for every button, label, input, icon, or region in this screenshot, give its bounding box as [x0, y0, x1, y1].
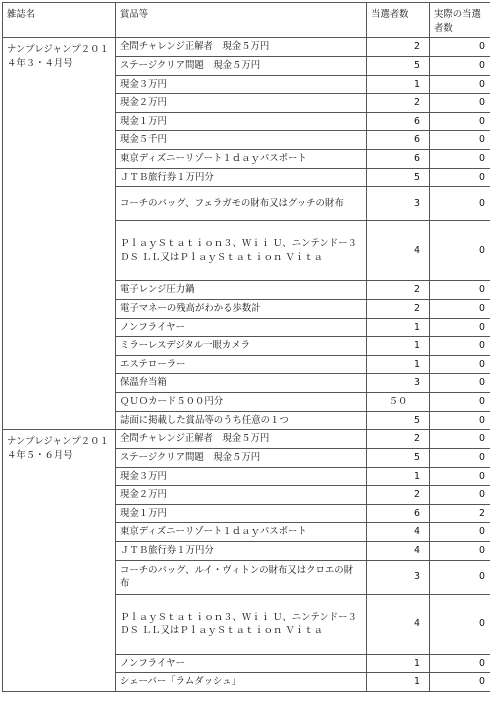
prize-cell: 全問チャレンジ正解者 現金５万円	[116, 38, 367, 57]
table-row	[3, 38, 490, 57]
actual-winners-cell: 0	[430, 560, 490, 594]
winners-cell: 1	[367, 673, 430, 692]
winners-cell: 2	[367, 94, 430, 113]
actual-winners-cell: 0	[430, 393, 490, 412]
prize-cell: ＰｌａｙＳｔａｔｉｏｎ３、Ｗｉｉ Ｕ、ニンテンドー３ＤＳ ＬＬ又はＰｌａｙＳｔａｔｉｏｎ Ｖｉｔａ	[116, 221, 367, 281]
winners-cell: 2	[367, 430, 430, 449]
winners-cell: 2	[367, 38, 430, 57]
winners-cell: 1	[367, 75, 430, 94]
actual-winners-cell: 0	[430, 448, 490, 467]
actual-winners-cell: 0	[430, 594, 490, 654]
prize-cell: 現金１万円	[116, 504, 367, 523]
winners-cell: 2	[367, 299, 430, 318]
actual-winners-cell: 0	[430, 486, 490, 505]
header-magazine: 雑誌名	[3, 3, 116, 38]
winners-cell: 1	[367, 467, 430, 486]
prize-cell: 誌面に掲載した賞品等のうち任意の１つ	[116, 411, 367, 430]
actual-winners-cell: 0	[430, 94, 490, 113]
table-row	[3, 430, 490, 449]
winners-cell: 4	[367, 594, 430, 654]
winners-cell: 3	[367, 187, 430, 221]
prize-cell: コーチのバッグ、ルイ・ヴィトンの財布又はクロエの財布	[116, 560, 367, 594]
prize-cell: 電子マネーの残高がわかる歩数計	[116, 299, 367, 318]
actual-winners-cell: 0	[430, 467, 490, 486]
winners-cell: 5	[367, 411, 430, 430]
winners-cell: 1	[367, 355, 430, 374]
prize-cell: ノンフライヤー	[116, 318, 367, 337]
prize-cell: ステージクリア問題 現金５万円	[116, 448, 367, 467]
actual-winners-cell: 0	[430, 150, 490, 169]
prize-cell: コーチのバッグ、フェラガモの財布又はグッチの財布	[116, 187, 367, 221]
prize-cell: ノンフライヤー	[116, 654, 367, 673]
table-body	[3, 38, 490, 692]
winners-cell: 4	[367, 221, 430, 281]
winners-cell: 5	[367, 448, 430, 467]
prize-cell: エステローラー	[116, 355, 367, 374]
prize-cell: 東京ディズニーリゾート１ｄａｙパスポート	[116, 150, 367, 169]
winners-cell: 6	[367, 504, 430, 523]
actual-winners-cell: 0	[430, 654, 490, 673]
actual-winners-cell: 0	[430, 318, 490, 337]
winners-cell: 5	[367, 56, 430, 75]
header-winners: 当選者数	[367, 3, 430, 38]
winners-cell: 6	[367, 150, 430, 169]
prize-cell: 現金５千円	[116, 131, 367, 150]
header-actual: 実際の当選者数	[430, 3, 490, 38]
winners-cell: 1	[367, 337, 430, 356]
prize-cell: 現金１万円	[116, 112, 367, 131]
winners-cell: 4	[367, 542, 430, 561]
prize-cell: 現金３万円	[116, 75, 367, 94]
prize-cell: 全問チャレンジ正解者 現金５万円	[116, 430, 367, 449]
prize-cell: 現金３万円	[116, 467, 367, 486]
winners-cell: ５０	[367, 393, 430, 412]
prize-cell: 現金２万円	[116, 94, 367, 113]
actual-winners-cell: 0	[430, 75, 490, 94]
actual-winners-cell: 0	[430, 281, 490, 300]
actual-winners-cell: 0	[430, 430, 490, 449]
winners-cell: 6	[367, 112, 430, 131]
actual-winners-cell: 0	[430, 355, 490, 374]
winners-cell: 3	[367, 374, 430, 393]
actual-winners-cell: 0	[430, 542, 490, 561]
actual-winners-cell: 0	[430, 523, 490, 542]
actual-winners-cell: 2	[430, 504, 490, 523]
actual-winners-cell: 0	[430, 56, 490, 75]
winners-cell: 5	[367, 168, 430, 187]
winners-cell: 2	[367, 486, 430, 505]
prize-cell: 東京ディズニーリゾート１ｄａｙパスポート	[116, 523, 367, 542]
actual-winners-cell: 0	[430, 187, 490, 221]
actual-winners-cell: 0	[430, 374, 490, 393]
actual-winners-cell: 0	[430, 673, 490, 692]
actual-winners-cell: 0	[430, 168, 490, 187]
actual-winners-cell: 0	[430, 131, 490, 150]
magazine-name: ナンプレジャンプ２０１４年３・４月号	[3, 38, 116, 430]
actual-winners-cell: 0	[430, 411, 490, 430]
prize-table	[2, 2, 490, 692]
actual-winners-cell: 0	[430, 337, 490, 356]
prize-cell: 保温弁当箱	[116, 374, 367, 393]
prize-cell: シェーバー「ラムダッシュ」	[116, 673, 367, 692]
prize-cell: ステージクリア問題 現金５万円	[116, 56, 367, 75]
winners-cell: 3	[367, 560, 430, 594]
header-row	[3, 3, 490, 38]
prize-cell: ミラーレスデジタル一眼カメラ	[116, 337, 367, 356]
actual-winners-cell: 0	[430, 112, 490, 131]
prize-cell: 電子レンジ圧力鍋	[116, 281, 367, 300]
actual-winners-cell: 0	[430, 299, 490, 318]
winners-cell: 1	[367, 318, 430, 337]
winners-cell: 1	[367, 654, 430, 673]
prize-cell: ＱＵＯカード５００円分	[116, 393, 367, 412]
actual-winners-cell: 0	[430, 221, 490, 281]
winners-cell: 4	[367, 523, 430, 542]
prize-cell: ＪＴＢ旅行券１万円分	[116, 542, 367, 561]
winners-cell: 2	[367, 281, 430, 300]
actual-winners-cell: 0	[430, 38, 490, 57]
prize-cell: ＪＴＢ旅行券１万円分	[116, 168, 367, 187]
prize-cell: ＰｌａｙＳｔａｔｉｏｎ３、Ｗｉｉ Ｕ、ニンテンドー３ＤＳ ＬＬ又はＰｌａｙＳｔａｔｉｏｎ Ｖｉｔａ	[116, 594, 367, 654]
magazine-name: ナンプレジャンプ２０１４年５・６月号	[3, 430, 116, 692]
header-prize: 賞品等	[116, 3, 367, 38]
prize-cell: 現金２万円	[116, 486, 367, 505]
winners-cell: 6	[367, 131, 430, 150]
